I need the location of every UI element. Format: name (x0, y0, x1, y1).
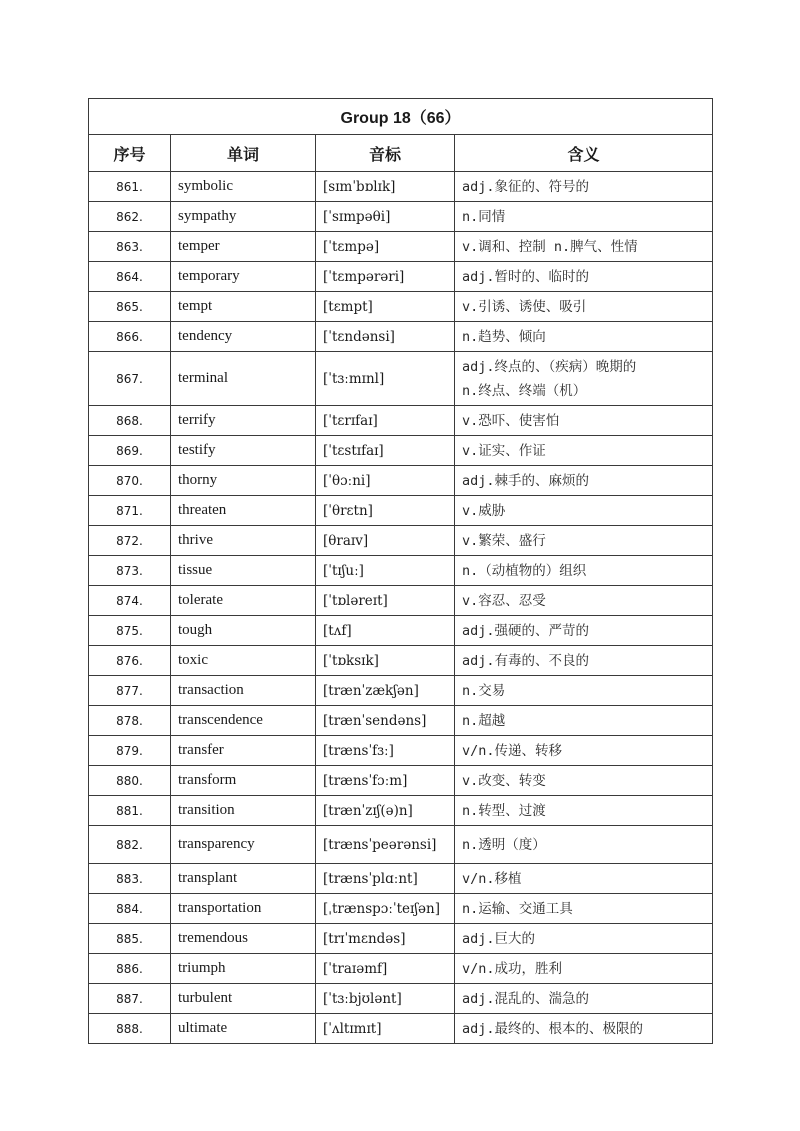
row-word: terminal (171, 352, 316, 406)
row-number: 870. (89, 466, 171, 496)
row-phonetic: [trænˈsendəns] (316, 706, 455, 736)
row-phonetic: [trænsˈpeərənsi] (316, 826, 455, 864)
row-meaning: n.透明（度） (455, 826, 713, 864)
table-body (89, 172, 713, 1044)
row-phonetic: [ˈtɜːmɪnl] (316, 352, 455, 406)
vocab-table (88, 98, 713, 1044)
row-meaning: n.（动植物的）组织 (455, 556, 713, 586)
row-number: 886. (89, 954, 171, 984)
row-phonetic: [trɪˈmɛndəs] (316, 924, 455, 954)
header-meaning: 含义 (455, 135, 713, 172)
row-meaning: v.改变、转变 (455, 766, 713, 796)
row-phonetic: [ˈtɒksɪk] (316, 646, 455, 676)
row-phonetic: [tʌf] (316, 616, 455, 646)
row-phonetic: [sɪmˈbɒlɪk] (316, 172, 455, 202)
row-meaning (455, 352, 713, 406)
row-phonetic: [ˈtɛndənsi] (316, 322, 455, 352)
row-number: 884. (89, 894, 171, 924)
row-word: ultimate (171, 1014, 316, 1044)
row-meaning: v.调和、控制 n.脾气、性情 (455, 232, 713, 262)
row-meaning: v.威胁 (455, 496, 713, 526)
row-number: 867. (89, 352, 171, 406)
row-meaning: n.交易 (455, 676, 713, 706)
row-number: 876. (89, 646, 171, 676)
row-phonetic: [ˈʌltɪmɪt] (316, 1014, 455, 1044)
row-phonetic: [ˈtɛrɪfaɪ] (316, 406, 455, 436)
row-meaning: v.证实、作证 (455, 436, 713, 466)
row-phonetic: [ˈtɜːbjʊlənt] (316, 984, 455, 1014)
row-number: 866. (89, 322, 171, 352)
row-phonetic: [ˈtɒləreɪt] (316, 586, 455, 616)
row-meaning: v/n.传递、转移 (455, 736, 713, 766)
row-word: transcendence (171, 706, 316, 736)
row-number: 873. (89, 556, 171, 586)
table-row (89, 232, 713, 262)
row-meaning-line: n.终点、终端（机） (462, 382, 587, 399)
table-row (89, 736, 713, 766)
row-number: 875. (89, 616, 171, 646)
row-number: 872. (89, 526, 171, 556)
row-word: temper (171, 232, 316, 262)
row-meaning: n.超越 (455, 706, 713, 736)
row-word: transparency (171, 826, 316, 864)
row-meaning: v.恐吓、使害怕 (455, 406, 713, 436)
row-number: 871. (89, 496, 171, 526)
row-word: transplant (171, 864, 316, 894)
row-word: temporary (171, 262, 316, 292)
row-word: thorny (171, 466, 316, 496)
row-phonetic: [trænˈzækʃən] (316, 676, 455, 706)
row-word: tremendous (171, 924, 316, 954)
table-row (89, 826, 713, 864)
row-word: tissue (171, 556, 316, 586)
table-row (89, 706, 713, 736)
row-meaning-line: adj.终点的、（疾病）晚期的 (462, 358, 637, 375)
row-meaning: adj.有毒的、不良的 (455, 646, 713, 676)
row-meaning: adj.象征的、符号的 (455, 172, 713, 202)
row-phonetic: [θraɪv] (316, 526, 455, 556)
row-meaning: n.转型、过渡 (455, 796, 713, 826)
table-row (89, 496, 713, 526)
row-word: turbulent (171, 984, 316, 1014)
row-meaning: n.同情 (455, 202, 713, 232)
row-number: 865. (89, 292, 171, 322)
row-meaning: adj.最终的、根本的、极限的 (455, 1014, 713, 1044)
row-meaning: adj.混乱的、湍急的 (455, 984, 713, 1014)
table-row (89, 616, 713, 646)
row-phonetic: [trænsˈfɜː] (316, 736, 455, 766)
row-word: tolerate (171, 586, 316, 616)
row-phonetic: [ˈθɔːni] (316, 466, 455, 496)
table-row (89, 676, 713, 706)
table-row (89, 924, 713, 954)
row-meaning: v/n.成功，胜利 (455, 954, 713, 984)
row-word: symbolic (171, 172, 316, 202)
row-word: transfer (171, 736, 316, 766)
row-number: 861. (89, 172, 171, 202)
row-meaning: v/n.移植 (455, 864, 713, 894)
row-phonetic: [ˈtɛmpərəri] (316, 262, 455, 292)
row-phonetic: [tɛmpt] (316, 292, 455, 322)
table-row (89, 586, 713, 616)
table-row (89, 894, 713, 924)
row-number: 863. (89, 232, 171, 262)
row-number: 881. (89, 796, 171, 826)
table-row (89, 954, 713, 984)
table-row (89, 1014, 713, 1044)
row-meaning: adj.暂时的、临时的 (455, 262, 713, 292)
row-phonetic: [ˈsɪmpəθi] (316, 202, 455, 232)
table-row (89, 322, 713, 352)
table-row (89, 352, 713, 406)
row-number: 888. (89, 1014, 171, 1044)
table-row (89, 646, 713, 676)
row-meaning: v.引诱、诱使、吸引 (455, 292, 713, 322)
row-phonetic: [ˌtrænspɔːˈteɪʃən] (316, 894, 455, 924)
row-number: 882. (89, 826, 171, 864)
table-row (89, 526, 713, 556)
row-phonetic: [trænsˈplɑːnt] (316, 864, 455, 894)
row-phonetic: [trænsˈfɔːm] (316, 766, 455, 796)
row-word: transition (171, 796, 316, 826)
row-number: 880. (89, 766, 171, 796)
row-number: 878. (89, 706, 171, 736)
table-row (89, 172, 713, 202)
row-word: tempt (171, 292, 316, 322)
row-meaning: v.容忍、忍受 (455, 586, 713, 616)
table-row (89, 466, 713, 496)
table-row (89, 436, 713, 466)
row-word: tough (171, 616, 316, 646)
row-word: transportation (171, 894, 316, 924)
header-number: 序号 (89, 135, 171, 172)
title-row (89, 99, 713, 135)
header-word: 单词 (171, 135, 316, 172)
table-row (89, 864, 713, 894)
row-phonetic: [ˈtɛmpə] (316, 232, 455, 262)
row-word: transaction (171, 676, 316, 706)
row-number: 869. (89, 436, 171, 466)
row-word: tendency (171, 322, 316, 352)
row-number: 887. (89, 984, 171, 1014)
table-row (89, 202, 713, 232)
row-word: testify (171, 436, 316, 466)
row-number: 879. (89, 736, 171, 766)
row-meaning: adj.巨大的 (455, 924, 713, 954)
row-number: 877. (89, 676, 171, 706)
row-word: terrify (171, 406, 316, 436)
table-title: Group 18（66） (89, 99, 713, 135)
row-meaning: n.趋势、倾向 (455, 322, 713, 352)
row-word: toxic (171, 646, 316, 676)
table-row (89, 262, 713, 292)
table-row (89, 796, 713, 826)
table-row (89, 556, 713, 586)
row-phonetic: [ˈtɪʃuː] (316, 556, 455, 586)
row-number: 885. (89, 924, 171, 954)
row-phonetic: [ˈtɛstɪfaɪ] (316, 436, 455, 466)
row-phonetic: [ˈθrɛtn] (316, 496, 455, 526)
row-meaning: adj.棘手的、麻烦的 (455, 466, 713, 496)
table-row (89, 984, 713, 1014)
row-number: 883. (89, 864, 171, 894)
header-phonetic: 音标 (316, 135, 455, 172)
table-row (89, 406, 713, 436)
row-phonetic: [trænˈzɪʃ(ə)n] (316, 796, 455, 826)
row-number: 874. (89, 586, 171, 616)
row-meaning: v.繁荣、盛行 (455, 526, 713, 556)
row-word: transform (171, 766, 316, 796)
table-row (89, 766, 713, 796)
row-word: threaten (171, 496, 316, 526)
row-number: 868. (89, 406, 171, 436)
row-number: 864. (89, 262, 171, 292)
row-word: sympathy (171, 202, 316, 232)
row-phonetic: [ˈtraɪəmf] (316, 954, 455, 984)
row-meaning: adj.强硬的、严苛的 (455, 616, 713, 646)
row-meaning: n.运输、交通工具 (455, 894, 713, 924)
table-row (89, 292, 713, 322)
row-number: 862. (89, 202, 171, 232)
header-row (89, 135, 713, 172)
row-word: thrive (171, 526, 316, 556)
row-word: triumph (171, 954, 316, 984)
